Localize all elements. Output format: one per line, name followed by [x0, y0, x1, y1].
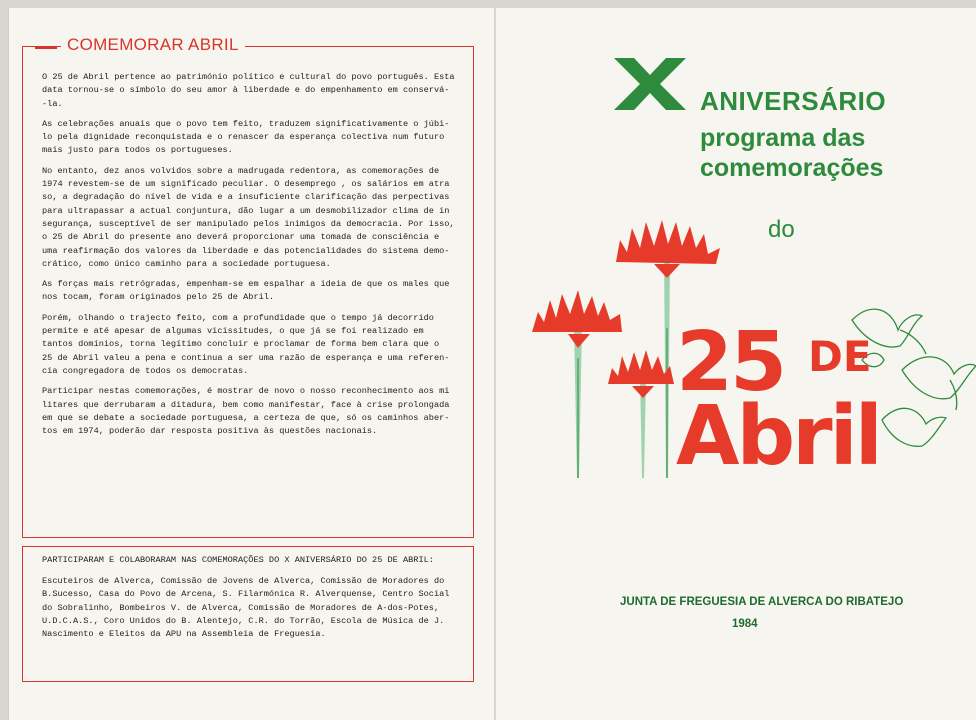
big-word-de: DE	[808, 332, 872, 381]
program-title-line1: programa das	[700, 124, 866, 152]
paragraph: Porém, olhando o trajecto feito, com a profundidade que o tempo já decorrido permite e até apesar de algumas vicissitudes, o que já se foi realizado em tantos domínios, torna legítimo concluir e proclamar de forma bem clara que o 25 de Abril valeu a pena e continua a ser uma razão de esperança e uma referen- cia congregadora de todos os democratas.	[42, 312, 450, 376]
carnation-left	[532, 290, 622, 348]
big-number-25: 25	[676, 315, 785, 410]
participants-heading: PARTICIPARAM E COLABORARAM NAS COMEMORAÇÕES DO X ANIVERSÁRIO DO 25 DE ABRIL:	[42, 555, 434, 565]
paragraph: As forças mais retrógradas, empenham-se em espalhar a ideia de que os males que nos tocam, foram originados pelo 25 de Abril.	[42, 279, 450, 303]
paragraph: As celebrações anuais que o povo tem feito, traduzem significativamente o júbi- lo pela dignidade reconquistada e o renascer da esperança colectiva num futuro mais justo para todos os portugueses.	[42, 118, 450, 156]
paragraph: Participar nestas comemorações, é mostrar de novo o nosso reconhecimento aos mi litares que derrubaram a ditadura, bem como manifestar, face à crise prolongada em que se debate a sociedade portuguesa, a certeza de que, só os caminhos aber- tos em 1974, poderão dar resposta positiva às questões nacionais.	[42, 386, 450, 437]
participants-box	[22, 546, 474, 682]
commemorate-april-box	[22, 35, 474, 538]
carnation-small	[608, 350, 674, 398]
carnation-large	[616, 220, 720, 278]
paragraph: O 25 de Abril pertence ao património político e cultural do povo português. Esta data tornou-se o símbolo do seu amor à liberdade e do empenhamento em conservá- -la.	[42, 72, 455, 109]
organizer-name: JUNTA DE FREGUESIA DE ALVERCA DO RIBATEJO	[620, 596, 904, 608]
left-page	[8, 8, 494, 720]
title-do: do	[768, 216, 795, 243]
program-title-line2: comemorações	[700, 154, 884, 182]
event-year: 1984	[732, 618, 758, 630]
body-text	[42, 71, 455, 445]
roman-numeral-x	[614, 58, 686, 110]
section-heading: COMEMORAR ABRIL	[61, 35, 245, 55]
paragraph: No entanto, dez anos volvidos sobre a madrugada redentora, as comemorações de 1974 revestem-se de um significado peculiar. O desemprego , os salários em atra so, a degradação do nível de vida e a insuficiente clarificação das perpectivas para ultrapassar a actual conjuntura, dão lugar a um desmobilizador clima de in segurança, susceptível de ser manipulado pelos inimigos da democracia. Por isso, o 25 de Abril do presente ano deverá proporcionar uma tomada de consciência e uma reafirmação dos valores da liberdade e das potencialidades do sistema demo- crático, como único caminho para a sociedade portuguesa.	[42, 165, 455, 269]
big-word-abril: Abril	[676, 389, 880, 484]
anniversary-title: ANIVERSÁRIO	[700, 86, 887, 116]
participants-list: Escuteiros de Alverca, Comissão de Jovens de Alverca, Comissão de Moradores do B.Sucesso, Casa do Povo de Arcena, S. Filarmónica R. Alverquense, Centro Social do Sobralinho, Bombeiros V. de Alverca, Comissão de Moradores de A-dos-Potes, U.D.C.A.S., Coro Unidos do B. Alentejo, C.R. do Torrão, Escola de Música de J. Nascimento e Eleitos da APU na Assembleia de Freguesia.	[42, 576, 450, 640]
